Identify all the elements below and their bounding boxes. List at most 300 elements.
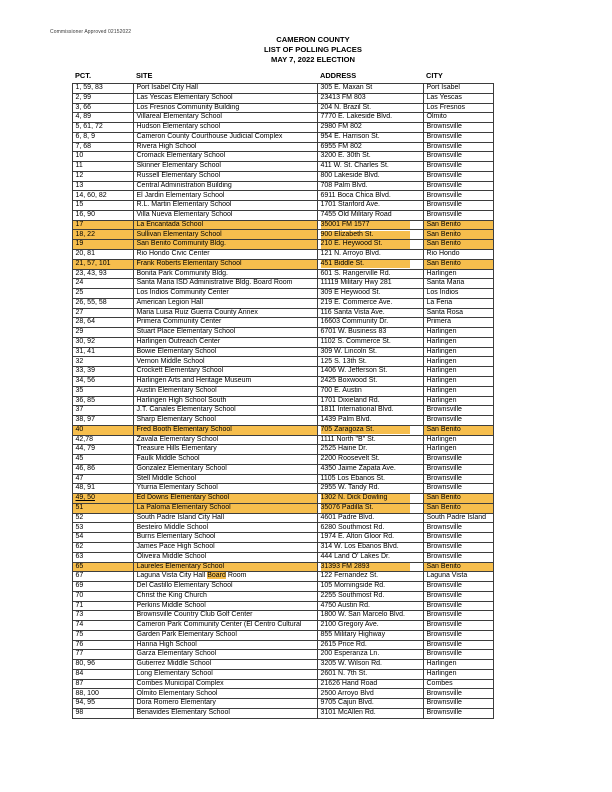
table-row <box>73 650 494 660</box>
site-cell: Olmito Elementary School <box>134 689 318 699</box>
city-cell: Brownsville <box>424 152 494 162</box>
address-text: 1974 E. Alton Gloor Rd. <box>320 533 395 541</box>
address-text: 1811 International Blvd. <box>320 406 394 414</box>
city-cell: Harlingen <box>424 386 494 396</box>
table-row <box>73 162 494 172</box>
address-cell <box>318 318 424 328</box>
address-cell <box>318 455 424 465</box>
address-cell <box>318 123 424 133</box>
pct-cell: 14, 60, 82 <box>73 191 134 201</box>
site-cell: Skinner Elementary School <box>134 162 318 172</box>
site-cell: Austin Elementary School <box>134 386 318 396</box>
site-cell: Laureles Elementary School <box>134 562 318 572</box>
highlighted-word: Board <box>207 572 226 580</box>
address-text: 2500 Arroyo Blvd <box>320 689 374 697</box>
table-row <box>73 142 494 152</box>
table-row <box>73 484 494 494</box>
address-cell <box>318 464 424 474</box>
table-row <box>73 210 494 220</box>
address-cell <box>318 386 424 396</box>
site-cell: Crockett Elementary School <box>134 367 318 377</box>
table-row <box>73 689 494 699</box>
city-cell: Brownsville <box>424 171 494 181</box>
pct-cell: 34, 56 <box>73 376 134 386</box>
document-title-block <box>13 35 612 65</box>
site-cell: Laguna Vista City Hall Board Room <box>134 572 318 582</box>
site-cell: Hanna High School <box>134 640 318 650</box>
city-cell: South Padre Island <box>424 513 494 523</box>
pct-cell: 3, 66 <box>73 103 134 113</box>
site-cell: Las Yescas Elementary School <box>134 93 318 103</box>
table-row <box>73 425 494 435</box>
pct-cell: 44, 79 <box>73 445 134 455</box>
address-cell <box>318 406 424 416</box>
address-cell <box>318 523 424 533</box>
table-row <box>73 181 494 191</box>
pct-cell: 7, 68 <box>73 142 134 152</box>
table-row <box>73 123 494 133</box>
site-cell: La Encantada School <box>134 220 318 230</box>
address-text: 2200 Roosevelt St. <box>320 455 380 463</box>
address-text: 31393 FM 2893 <box>321 563 410 572</box>
site-cell: Harlingen High School South <box>134 396 318 406</box>
address-text: 11119 Military Hwy 281 <box>320 279 392 287</box>
address-cell <box>318 435 424 445</box>
city-cell: Brownsville <box>424 416 494 426</box>
site-cell: Christ the King Church <box>134 591 318 601</box>
address-cell <box>318 630 424 640</box>
pct-cell: 19 <box>73 240 134 250</box>
table-row <box>73 542 494 552</box>
site-cell: Dora Romero Elementary <box>134 699 318 709</box>
address-cell <box>318 93 424 103</box>
site-cell: American Legion Hall <box>134 298 318 308</box>
address-cell <box>318 181 424 191</box>
city-cell: Los Indios <box>424 289 494 299</box>
pct-cell: 4, 89 <box>73 113 134 123</box>
address-text: 1406 W. Jefferson St. <box>320 367 388 375</box>
address-cell <box>318 503 424 513</box>
table-row <box>73 709 494 719</box>
pct-cell: 11 <box>73 162 134 172</box>
address-cell <box>318 601 424 611</box>
city-cell: San Benito <box>424 230 494 240</box>
table-row <box>73 191 494 201</box>
table-row <box>73 552 494 562</box>
city-cell: Brownsville <box>424 142 494 152</box>
pct-cell: 63 <box>73 552 134 562</box>
address-cell <box>318 494 424 504</box>
pct-cell: 73 <box>73 611 134 621</box>
site-cell: J.T. Canales Elementary School <box>134 406 318 416</box>
pct-cell: 84 <box>73 669 134 679</box>
pct-cell: 98 <box>73 709 134 719</box>
table-row <box>73 250 494 260</box>
address-cell <box>318 552 424 562</box>
address-text: 7455 Old Military Road <box>320 211 392 219</box>
city-cell: Brownsville <box>424 542 494 552</box>
address-text: 3101 McAllen Rd. <box>320 709 376 717</box>
address-cell <box>318 289 424 299</box>
site-cell: Stuart Place Elementary School <box>134 328 318 338</box>
pct-cell: 62 <box>73 542 134 552</box>
city-cell: Brownsville <box>424 132 494 142</box>
address-cell <box>318 416 424 426</box>
table-row <box>73 669 494 679</box>
address-text: 2980 FM 802 <box>320 123 362 131</box>
pct-cell: 48, 91 <box>73 484 134 494</box>
polling-places-table <box>72 83 494 719</box>
pct-cell: 46, 86 <box>73 464 134 474</box>
pct-cell: 76 <box>73 640 134 650</box>
site-cell: El Jardin Elementary School <box>134 191 318 201</box>
address-text: 1439 Palm Blvd. <box>320 416 372 424</box>
address-cell <box>318 679 424 689</box>
table-row <box>73 416 494 426</box>
address-text: 1102 S. Commerce St. <box>320 337 391 345</box>
address-cell <box>318 484 424 494</box>
table-row <box>73 611 494 621</box>
table-row <box>73 572 494 582</box>
address-text: 411 W. St. Charles St. <box>320 162 389 170</box>
city-cell: Brownsville <box>424 630 494 640</box>
address-text: 6701 W. Business 83 <box>320 328 387 336</box>
city-cell: Olmito <box>424 113 494 123</box>
address-cell <box>318 113 424 123</box>
address-cell <box>318 572 424 582</box>
address-cell <box>318 591 424 601</box>
address-cell <box>318 425 424 435</box>
address-cell <box>318 611 424 621</box>
pct-cell: 16, 90 <box>73 210 134 220</box>
pct-cell: 25 <box>73 289 134 299</box>
city-cell: San Benito <box>424 240 494 250</box>
address-cell <box>318 347 424 357</box>
table-row <box>73 513 494 523</box>
table-row <box>73 308 494 318</box>
table-row <box>73 259 494 269</box>
address-text: 708 Palm Blvd. <box>320 181 368 189</box>
address-cell <box>318 240 424 250</box>
site-cell: Ed Downs Elementary School <box>134 494 318 504</box>
city-cell: Brownsville <box>424 201 494 211</box>
site-cell: Garza Elementary School <box>134 650 318 660</box>
table-row <box>73 230 494 240</box>
site-cell: Fred Booth Elementary School <box>134 425 318 435</box>
address-cell <box>318 660 424 670</box>
address-cell <box>318 689 424 699</box>
city-cell: Brownsville <box>424 464 494 474</box>
address-cell <box>318 474 424 484</box>
city-cell: Laguna Vista <box>424 572 494 582</box>
table-row <box>73 503 494 513</box>
city-cell: Los Fresnos <box>424 103 494 113</box>
table-row <box>73 386 494 396</box>
table-row <box>73 103 494 113</box>
address-cell <box>318 308 424 318</box>
pct-cell: 71 <box>73 601 134 611</box>
table-row <box>73 533 494 543</box>
address-cell <box>318 84 424 94</box>
city-cell: San Benito <box>424 562 494 572</box>
address-text: 204 N. Brazil St. <box>320 103 372 111</box>
table-row <box>73 396 494 406</box>
pct-cell: 38, 97 <box>73 416 134 426</box>
pct-cell: 6, 8, 9 <box>73 132 134 142</box>
site-cell: Del Castillo Elementary School <box>134 582 318 592</box>
city-cell: Brownsville <box>424 406 494 416</box>
county-title: CAMERON COUNTY <box>276 35 350 44</box>
address-text: 6280 Southmost Rd. <box>320 523 385 531</box>
address-text: 1701 Dixieland Rd. <box>320 396 380 404</box>
address-text: 16603 Community Dr. <box>320 318 389 326</box>
address-text: 6955 FM 802 <box>320 142 362 150</box>
site-cell: Vernon Middle School <box>134 357 318 367</box>
table-row <box>73 660 494 670</box>
city-cell: Brownsville <box>424 210 494 220</box>
address-cell <box>318 230 424 240</box>
site-cell: Primera Community Center <box>134 318 318 328</box>
city-cell: San Benito <box>424 425 494 435</box>
city-cell: Brownsville <box>424 191 494 201</box>
address-text: 314 W. Los Ebanos Blvd. <box>320 543 399 551</box>
table-row <box>73 367 494 377</box>
city-cell: Brownsville <box>424 181 494 191</box>
column-header-address: ADDRESS <box>320 71 357 80</box>
table-column-headers <box>72 71 493 80</box>
table-row <box>73 240 494 250</box>
address-cell <box>318 376 424 386</box>
city-cell: Brownsville <box>424 552 494 562</box>
pct-cell: 26, 55, 58 <box>73 298 134 308</box>
site-cell: Combes Municipal Complex <box>134 679 318 689</box>
city-cell: Harlingen <box>424 435 494 445</box>
address-cell <box>318 162 424 172</box>
city-cell: Harlingen <box>424 269 494 279</box>
pct-cell: 80, 96 <box>73 660 134 670</box>
site-cell: La Paloma Elementary School <box>134 503 318 513</box>
address-cell <box>318 699 424 709</box>
city-cell: Brownsville <box>424 611 494 621</box>
pct-cell: 30, 92 <box>73 337 134 347</box>
site-cell: Rio Hondo Civic Center <box>134 250 318 260</box>
city-cell: Brownsville <box>424 455 494 465</box>
table-row <box>73 562 494 572</box>
address-text: 1800 W. San Marcelo Blvd. <box>320 611 405 619</box>
address-cell <box>318 220 424 230</box>
table-row <box>73 93 494 103</box>
city-cell: Harlingen <box>424 357 494 367</box>
site-cell: Treasure Hills Elementary <box>134 445 318 455</box>
site-cell: Garden Park Elementary School <box>134 630 318 640</box>
address-cell <box>318 367 424 377</box>
site-cell: Benavides Elementary School <box>134 709 318 719</box>
pct-cell: 65 <box>73 562 134 572</box>
address-text: 1105 Los Ebanos St. <box>320 474 385 482</box>
address-text: 200 Esperanza Ln. <box>320 650 380 658</box>
address-cell <box>318 542 424 552</box>
table-row <box>73 591 494 601</box>
pct-cell: 20, 81 <box>73 250 134 260</box>
address-text: 900 Elizabeth St. <box>321 231 410 240</box>
address-cell <box>318 582 424 592</box>
site-cell: Brownsville Country Club Golf Center <box>134 611 318 621</box>
table-row <box>73 132 494 142</box>
table-row <box>73 113 494 123</box>
site-cell: Russell Elementary School <box>134 171 318 181</box>
table-row <box>73 601 494 611</box>
address-text: 800 Lakeside Blvd. <box>320 171 380 179</box>
column-header-pct: PCT. <box>75 71 92 80</box>
pct-cell: 33, 39 <box>73 367 134 377</box>
site-cell: Port Isabel City Hall <box>134 84 318 94</box>
site-cell: Long Elementary School <box>134 669 318 679</box>
address-text: 21626 Hand Road <box>320 679 378 687</box>
city-cell: La Feria <box>424 298 494 308</box>
table-row <box>73 269 494 279</box>
city-cell: Primera <box>424 318 494 328</box>
address-cell <box>318 259 424 269</box>
address-text: 2255 Southmost Rd. <box>320 591 385 599</box>
table-row <box>73 523 494 533</box>
city-cell: Brownsville <box>424 582 494 592</box>
pct-cell: 74 <box>73 621 134 631</box>
pct-cell: 45 <box>73 455 134 465</box>
city-cell: Brownsville <box>424 533 494 543</box>
city-cell: San Benito <box>424 494 494 504</box>
site-cell: Frank Roberts Elementary School <box>134 259 318 269</box>
pct-cell: 51 <box>73 503 134 513</box>
table-row <box>73 640 494 650</box>
address-text: 3200 E. 30th St. <box>320 152 371 160</box>
address-text: 35076 Padilla St. <box>321 504 410 513</box>
site-cell: Faulk Middle School <box>134 455 318 465</box>
address-text: 2955 W. Tandy Rd. <box>320 484 380 492</box>
site-cell: Central Administration Building <box>134 181 318 191</box>
address-cell <box>318 201 424 211</box>
pct-cell: 53 <box>73 523 134 533</box>
site-cell: South Padre Island City Hall <box>134 513 318 523</box>
table-row <box>73 220 494 230</box>
site-cell: Villareal Elementary School <box>134 113 318 123</box>
address-cell <box>318 269 424 279</box>
city-cell: Brownsville <box>424 640 494 650</box>
address-cell <box>318 250 424 260</box>
address-cell <box>318 337 424 347</box>
address-cell <box>318 445 424 455</box>
city-cell: Brownsville <box>424 523 494 533</box>
table-row <box>73 406 494 416</box>
city-cell: Harlingen <box>424 337 494 347</box>
city-cell: Brownsville <box>424 162 494 172</box>
site-cell: Santa Maria ISD Administrative Bldg. Board Room <box>134 279 318 289</box>
site-cell: Cromack Elementary School <box>134 152 318 162</box>
city-cell: Brownsville <box>424 650 494 660</box>
table-row <box>73 679 494 689</box>
city-cell: Harlingen <box>424 376 494 386</box>
address-cell <box>318 328 424 338</box>
site-cell: Oliveira Middle School <box>134 552 318 562</box>
pct-cell: 42,78 <box>73 435 134 445</box>
city-cell: Brownsville <box>424 484 494 494</box>
site-cell: Perkins Middle School <box>134 601 318 611</box>
city-cell: Santa Maria <box>424 279 494 289</box>
city-cell: Harlingen <box>424 396 494 406</box>
address-cell <box>318 396 424 406</box>
pct-cell: 77 <box>73 650 134 660</box>
pct-cell: 18, 22 <box>73 230 134 240</box>
address-text: 2525 Haine Dr. <box>320 445 368 453</box>
city-cell: Brownsville <box>424 474 494 484</box>
address-text: 305 E. Maxan St <box>320 84 373 92</box>
city-cell: Rio Hondo <box>424 250 494 260</box>
address-text: 125 S. 13th St. <box>320 357 367 365</box>
table-row <box>73 582 494 592</box>
table-row <box>73 630 494 640</box>
pct-cell: 70 <box>73 591 134 601</box>
city-cell: Harlingen <box>424 445 494 455</box>
city-cell: Harlingen <box>424 669 494 679</box>
city-cell: Harlingen <box>424 660 494 670</box>
city-cell: Harlingen <box>424 367 494 377</box>
site-cell: Sharp Elementary School <box>134 416 318 426</box>
pct-cell: 5, 61, 72 <box>73 123 134 133</box>
site-cell: Hudson Elementary school <box>134 123 318 133</box>
pct-cell: 17 <box>73 220 134 230</box>
city-cell: Harlingen <box>424 328 494 338</box>
address-text: 309 W. Lincoln St. <box>320 347 377 355</box>
pct-cell: 69 <box>73 582 134 592</box>
document-subtitle: LIST OF POLLING PLACES <box>264 45 362 54</box>
address-cell <box>318 171 424 181</box>
table-row <box>73 464 494 474</box>
address-text: 444 Land O' Lakes Dr. <box>320 552 390 560</box>
city-cell: San Benito <box>424 220 494 230</box>
pct-cell: 32 <box>73 357 134 367</box>
site-cell: Gonzalez Elementary School <box>134 464 318 474</box>
site-cell: Zavala Elementary School <box>134 435 318 445</box>
table-row <box>73 279 494 289</box>
site-cell: Harlingen Arts and Heritage Museum <box>134 376 318 386</box>
column-header-site: SITE <box>136 71 153 80</box>
address-text: 2615 Price Rd. <box>320 640 367 648</box>
address-cell <box>318 132 424 142</box>
pct-cell: 2, 99 <box>73 93 134 103</box>
address-text: 855 Military Highway <box>320 630 386 638</box>
address-text: 601 S. Rangerville Rd. <box>320 269 391 277</box>
address-cell <box>318 650 424 660</box>
address-text: 700 E. Austin <box>320 386 362 394</box>
table-row <box>73 455 494 465</box>
approval-note: Commissioner Approved 02152022 <box>50 29 132 35</box>
address-cell <box>318 279 424 289</box>
site-cell: Bonita Park Community Bldg. <box>134 269 318 279</box>
address-text: 4750 Austin Rd. <box>320 601 370 609</box>
pct-cell: 36, 85 <box>73 396 134 406</box>
city-cell: Brownsville <box>424 123 494 133</box>
pct-cell: 29 <box>73 328 134 338</box>
pct-cell: 88, 100 <box>73 689 134 699</box>
address-text: 122 Fernandez St. <box>320 572 379 580</box>
table-row <box>73 289 494 299</box>
pct-cell: 75 <box>73 630 134 640</box>
table-row <box>73 376 494 386</box>
table-row <box>73 445 494 455</box>
address-cell <box>318 103 424 113</box>
address-text: 121 N. Arroyo Blvd. <box>320 250 381 258</box>
pct-cell: 10 <box>73 152 134 162</box>
pct-cell: 13 <box>73 181 134 191</box>
